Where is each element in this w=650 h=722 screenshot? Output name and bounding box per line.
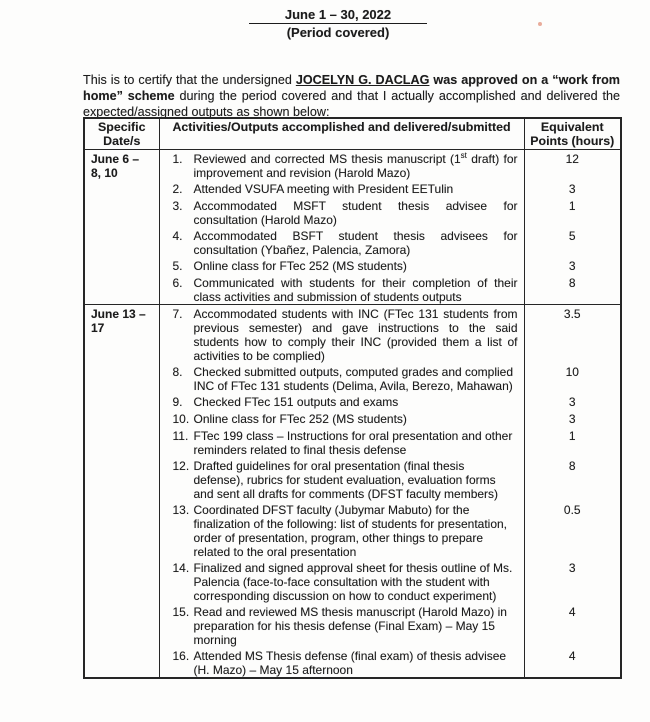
points-cell: 3 <box>524 393 621 410</box>
item-number: 1. <box>172 152 183 166</box>
activity-cell <box>159 305 524 364</box>
item-number: 15. <box>172 605 190 619</box>
certification-text-start: This is to certify that the undersigned <box>83 72 296 87</box>
table-row <box>84 393 621 410</box>
item-text: Reviewed and corrected MS thesis manuscript (1st draft) for improvement and revision (Harold Mazo) <box>193 151 518 180</box>
date-line: June 13 – <box>91 307 146 321</box>
accomplishment-table-wrapper <box>83 117 620 679</box>
points-cell: 1 <box>524 427 621 457</box>
points-cell: 5 <box>524 227 621 257</box>
activity-cell <box>159 410 524 427</box>
points-cell: 3 <box>524 410 621 427</box>
period-value: June 1 – 30, 2022 <box>249 7 427 24</box>
date-line: 17 <box>91 321 105 335</box>
activity-cell <box>159 180 524 197</box>
item-text: Finalized and signed approval sheet for thesis outline of Ms. Palencia (face-to-face consultation with the student with corresponding discussion on how to conduct experiment) <box>193 561 513 603</box>
item-text: Coordinated DFST faculty (Jubymar Mabuto) for the finalization of the following: list of students for presentation, order of presentation, program, other things to prepare related to the oral presentation <box>193 503 508 559</box>
item-number: 3. <box>172 199 183 213</box>
item-text: Accommodated MSFT student thesis advisee for consultation (Harold Mazo) <box>193 199 518 227</box>
points-cell: 8 <box>524 274 621 305</box>
points-cell: 3 <box>524 257 621 274</box>
activity-cell <box>159 457 524 501</box>
item-number: 7. <box>172 307 183 321</box>
item-text: Online class for FTec 252 (MS students) <box>193 259 407 273</box>
points-cell: 4 <box>524 647 621 678</box>
item-text: Accommodated students with INC (FTec 131 students from previous semester) and gave instructions to the said students how to comply their INC (provided them a list of activities to be complied) <box>193 307 518 363</box>
activity-cell <box>159 393 524 410</box>
item-number: 12. <box>172 459 190 473</box>
points-cell: 3 <box>524 180 621 197</box>
points-cell: 3.5 <box>524 305 621 364</box>
item-number: 2. <box>172 182 183 196</box>
activity-cell <box>159 227 524 257</box>
certified-person-name: JOCELYN G. DACLAG <box>295 72 430 87</box>
points-cell: 10 <box>524 363 621 393</box>
table-header <box>84 118 621 150</box>
date-line: June 6 – <box>91 152 140 166</box>
table-row <box>84 427 621 457</box>
scan-artifact <box>538 22 542 26</box>
item-text: Checked submitted outputs, computed grades and complied INC of FTec 131 students (Delima, Avila, Berezo, Mahawan) <box>193 365 514 393</box>
points-cell: 4 <box>524 603 621 647</box>
item-number: 5. <box>172 259 183 273</box>
points-cell: 0.5 <box>524 501 621 559</box>
table-row <box>84 257 621 274</box>
item-text: Attended VSUFA meeting with President EETulin <box>193 182 454 196</box>
period-heading <box>249 7 427 40</box>
certification-text-end: during the period covered and that I actually accomplished and delivered the expected/assigned outputs as shown below: <box>83 88 620 119</box>
item-text: Attended MS Thesis defense (final exam) of thesis advisee (H. Mazo) – May 15 afternoon <box>193 649 507 677</box>
table-row <box>84 363 621 393</box>
item-text: Online class for FTec 252 (MS students) <box>193 412 407 426</box>
date-line: 8, 10 <box>91 166 118 180</box>
activity-cell <box>159 274 524 305</box>
period-label: (Period covered) <box>286 25 390 40</box>
certification-paragraph <box>83 72 620 120</box>
item-number: 16. <box>172 649 190 663</box>
item-text: Accommodated BSFT student thesis advisees for consultation (Ybañez, Palencia, Zamora) <box>193 229 518 257</box>
item-text: Drafted guidelines for oral presentation (final thesis defense), rubrics for student evaluation, evaluation forms and sent all drafts for comments (DFST faculty members) <box>193 459 499 501</box>
activity-cell <box>159 427 524 457</box>
accomplishment-table <box>83 117 622 679</box>
table-row <box>84 647 621 678</box>
date-cell <box>84 150 159 305</box>
column-header-equivalent-points: Equivalent Points (hours) <box>524 118 621 150</box>
activity-cell <box>159 363 524 393</box>
table-row <box>84 603 621 647</box>
table-row <box>84 150 621 181</box>
item-number: 6. <box>172 276 183 290</box>
item-number: 9. <box>172 395 183 409</box>
activity-cell <box>159 150 524 181</box>
table-header-row <box>84 118 621 150</box>
item-text: FTec 199 class – Instructions for oral presentation and other reminders related to final thesis defense <box>193 429 513 457</box>
certification-text-bold: was approved on a “work from home” scheme <box>83 72 620 103</box>
points-cell: 12 <box>524 150 621 181</box>
item-number: 8. <box>172 365 183 379</box>
activity-cell <box>159 647 524 678</box>
points-cell: 3 <box>524 559 621 603</box>
column-header-specific-dates: Specific Date/s <box>84 118 159 150</box>
points-cell: 8 <box>524 457 621 501</box>
item-number: 11. <box>172 429 189 443</box>
item-number: 10. <box>172 412 190 426</box>
item-text: Read and reviewed MS thesis manuscript (Harold Mazo) in preparation for his thesis defense (Final Exam) – May 15 morning <box>193 605 507 647</box>
item-number: 4. <box>172 229 183 243</box>
activity-cell <box>159 257 524 274</box>
table-row <box>84 410 621 427</box>
date-cell <box>84 305 159 679</box>
table-row <box>84 274 621 305</box>
item-number: 14. <box>172 561 190 575</box>
table-row <box>84 227 621 257</box>
activity-cell <box>159 603 524 647</box>
table-row <box>84 197 621 227</box>
table-row <box>84 305 621 364</box>
item-number: 13. <box>172 503 190 517</box>
item-text: Checked FTec 151 outputs and exams <box>193 395 399 409</box>
activity-table-body <box>84 150 621 679</box>
table-row <box>84 559 621 603</box>
points-cell: 1 <box>524 197 621 227</box>
table-row <box>84 180 621 197</box>
table-row <box>84 457 621 501</box>
activity-cell <box>159 197 524 227</box>
column-header-activities: Activities/Outputs accomplished and delivered/submitted <box>159 118 524 150</box>
activity-cell <box>159 559 524 603</box>
table-row <box>84 501 621 559</box>
activity-cell <box>159 501 524 559</box>
item-text: Communicated with students for their completion of their class activities and submission of students outputs <box>193 276 518 304</box>
